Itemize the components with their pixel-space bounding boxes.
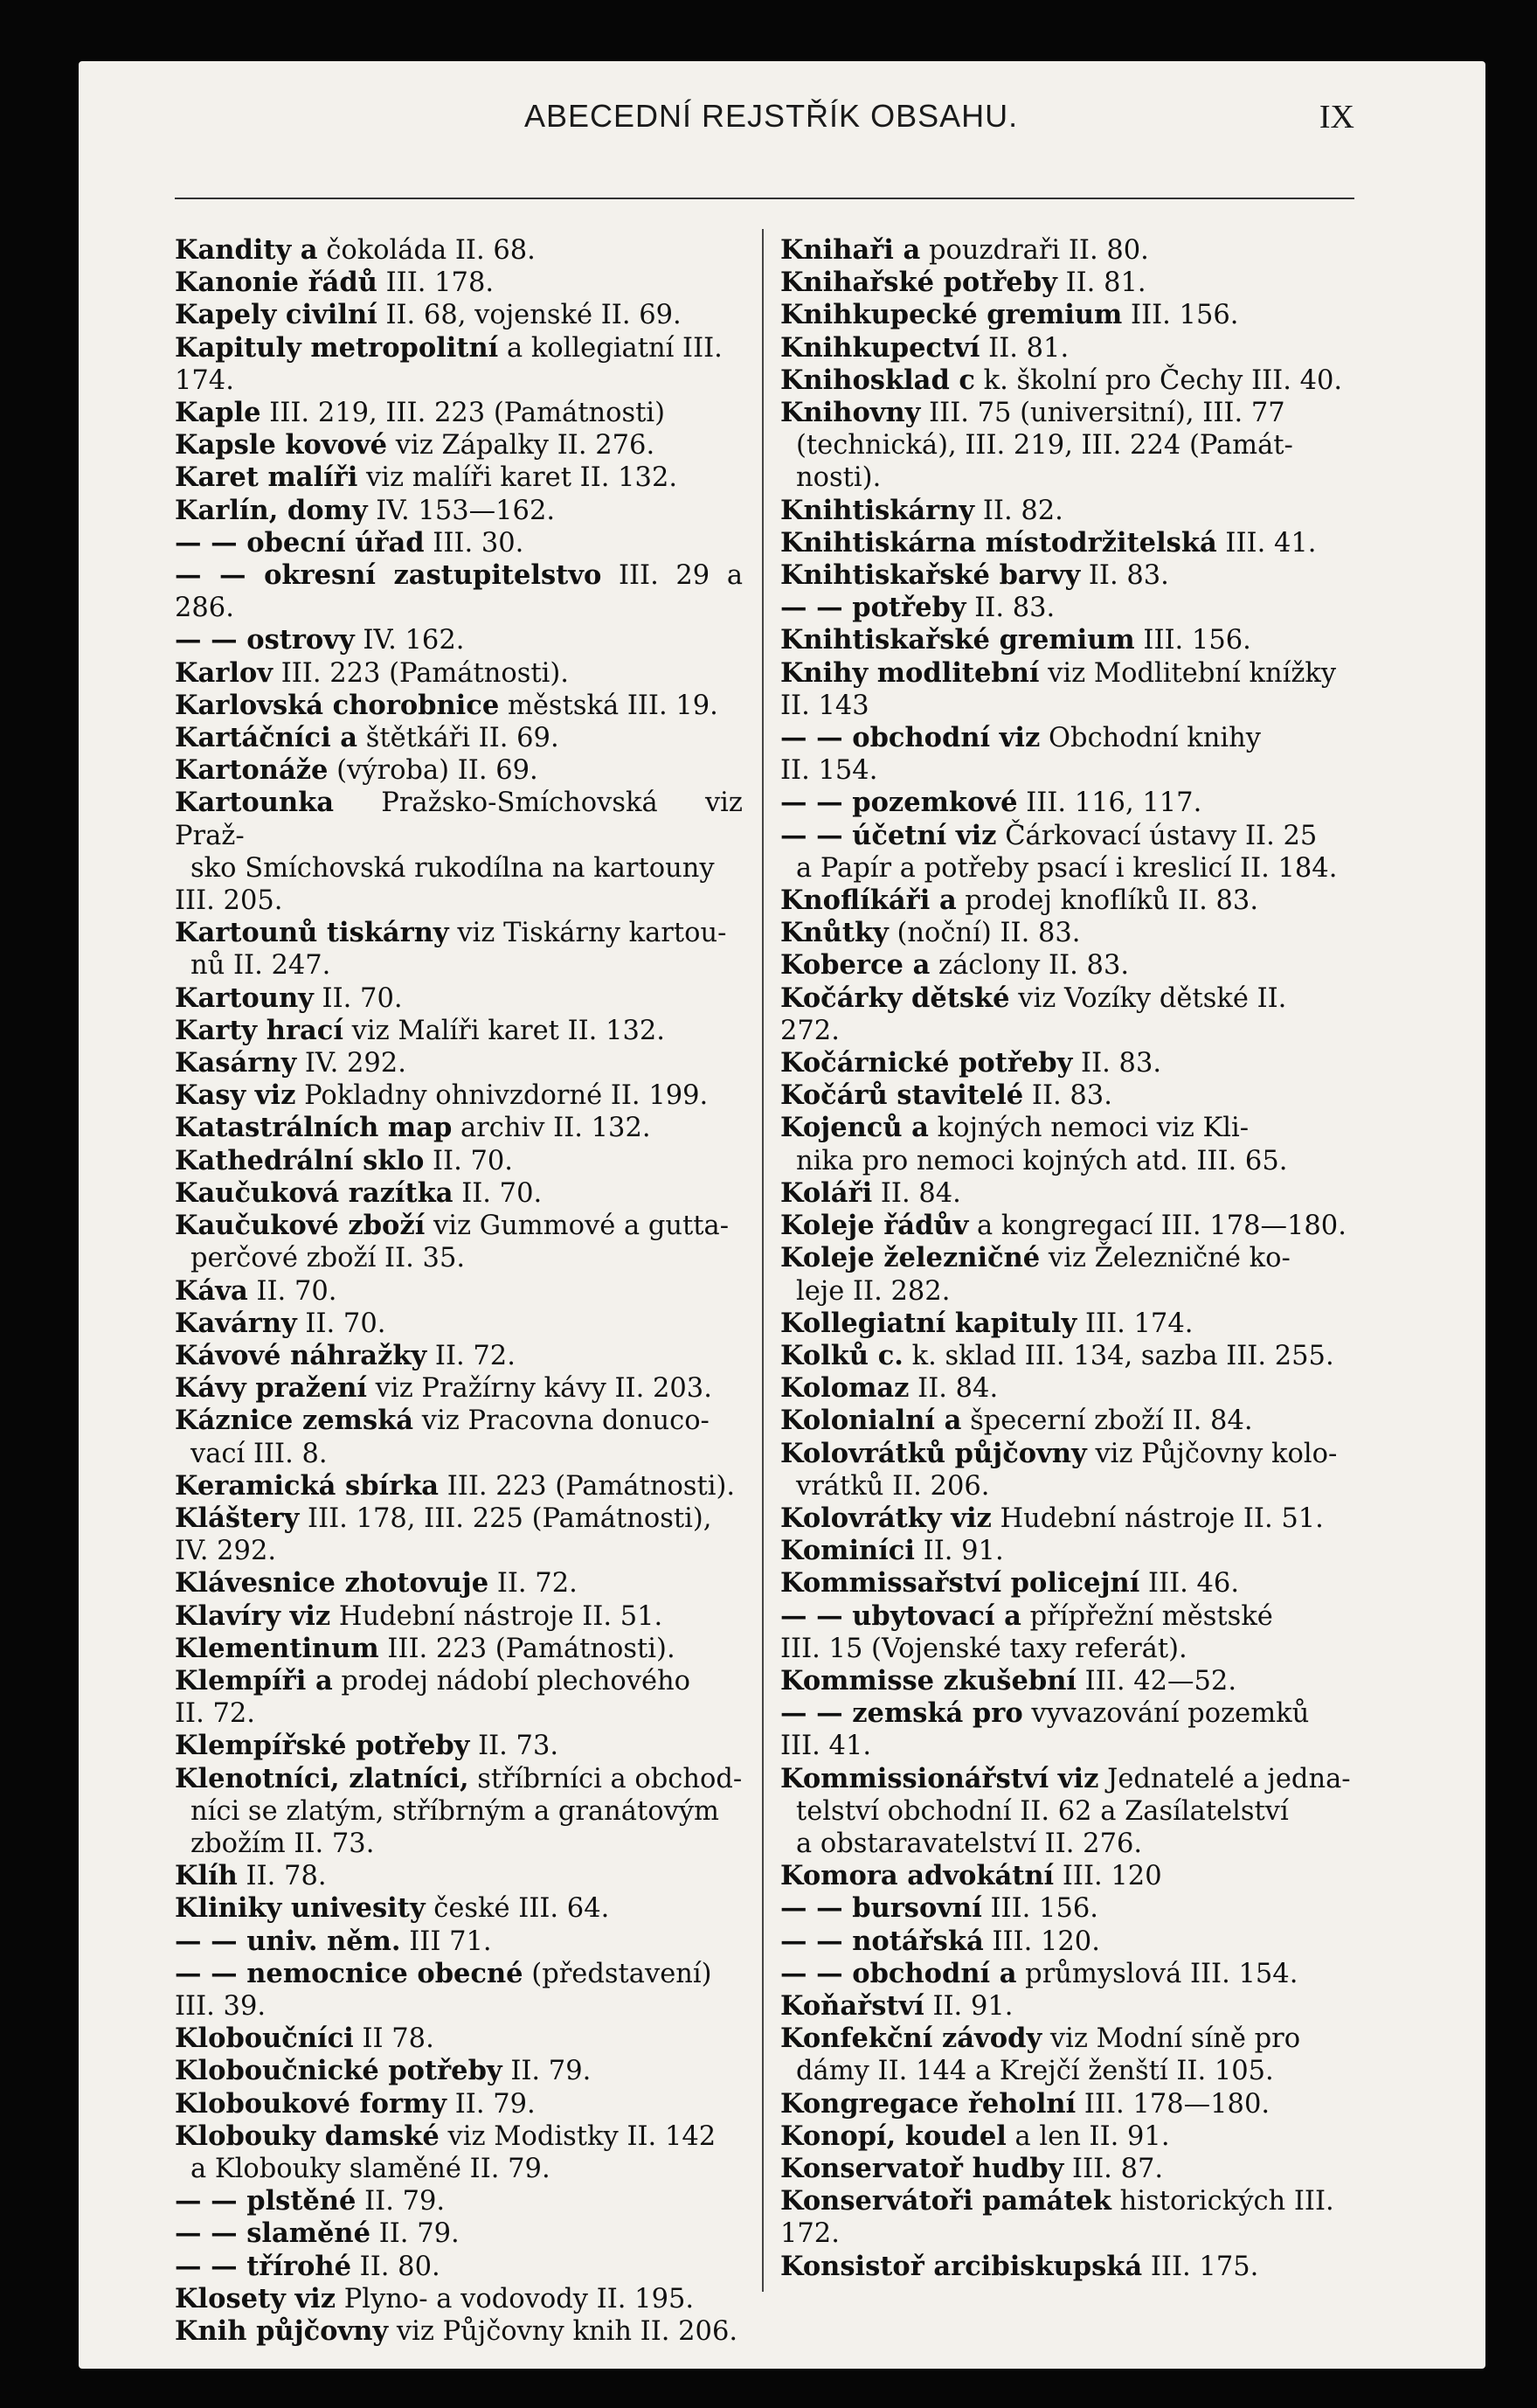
index-entry-line: III. 205. — [175, 885, 283, 917]
index-entry-line: telství obchodní II. 62 a Zasílatelství — [796, 1795, 1289, 1827]
column-divider — [762, 229, 764, 2292]
index-entry-line: Kanonie řádů III. 178. — [175, 267, 495, 299]
index-entry-line: Kartounka Pražsko-Smíchovská viz Praž- — [175, 787, 743, 851]
index-entry-line: Kočárky dětské viz Vozíky dětské II. — [780, 982, 1287, 1014]
index-entry-line: Konopí, koudel a len II. 91. — [780, 2120, 1170, 2152]
index-entry-line: Koláři II. 84. — [780, 1176, 961, 1209]
index-entry-line: (technická), III. 219, III. 224 (Památ- — [796, 430, 1293, 461]
index-entry-line: Kapsle kovové viz Zápalky II. 276. — [175, 429, 655, 461]
index-entry-line: Koberce a záclony II. 83. — [780, 949, 1130, 982]
index-entry-line: vrátků II. 206. — [796, 1470, 990, 1502]
index-entry-line: II. 72. — [175, 1698, 255, 1730]
index-entry-line: Klempířské potřeby II. 73. — [175, 1730, 559, 1762]
header-rule — [175, 198, 1354, 199]
index-entry-line: Klávesnice zhotovuje II. 72. — [175, 1567, 578, 1600]
index-entry-line: — — zemská pro vyvazování pozemků — [780, 1697, 1310, 1730]
index-entry-line: Kloboukové formy II. 79. — [175, 2087, 536, 2120]
index-entry-line: — — obecní úřad III. 30. — [175, 526, 524, 559]
index-entry-line: Kolonialní a špecerní zboží II. 84. — [780, 1405, 1253, 1437]
index-entry-line: — — plstěné II. 79. — [175, 2185, 446, 2217]
index-entry-line: nika pro nemoci kojných atd. III. 65. — [796, 1145, 1288, 1176]
index-entry-line: Kapely civilní II. 68, vojenské II. 69. — [175, 299, 682, 331]
index-entry-line: — — univ. něm. III 71. — [175, 1925, 492, 1957]
index-entry-line: a Papír a potřeby psací i kreslicí II. 184. — [796, 852, 1338, 884]
index-entry-line: — — obchodní a průmyslová III. 154. — [780, 1957, 1298, 1989]
index-entry-line: — — pozemkové III. 116, 117. — [780, 787, 1202, 819]
index-entry-line: Káznice zemská viz Pracovna donuco- — [175, 1405, 710, 1437]
index-entry-line: — — nemocnice obecné (představení) — [175, 1957, 712, 1989]
index-entry-line: 174. — [175, 364, 234, 396]
index-entry-line: Knihtiskařské gremium III. 156. — [780, 624, 1251, 656]
index-entry-line: Klementinum III. 223 (Památnosti). — [175, 1632, 675, 1664]
index-entry-line: Konservátoři památek historických III. — [780, 2185, 1334, 2217]
index-entry-line: II. 154. — [780, 755, 878, 787]
index-entry-line: — — potřeby II. 83. — [780, 592, 1056, 624]
index-entry-line: vací III. 8. — [190, 1438, 328, 1469]
index-entry-line: Knoflíkáři a prodej knoflíků II. 83. — [780, 885, 1259, 917]
index-entry-line: Komora advokátní III. 120 — [780, 1860, 1162, 1892]
index-entry-line: Knihtiskárny II. 82. — [780, 494, 1063, 526]
index-entry-line: Karty hrací viz Malíři karet II. 132. — [175, 1014, 665, 1046]
index-entry-line: Káva II. 70. — [175, 1274, 337, 1307]
index-entry-line: Knihkupecké gremium III. 156. — [780, 299, 1239, 331]
index-entry-line: III. 41. — [780, 1731, 872, 1762]
index-entry-line: Kasárny IV. 292. — [175, 1047, 406, 1079]
index-entry-line: Knůtky (noční) II. 83. — [780, 917, 1081, 949]
index-entry-line: Koňařství II. 91. — [780, 1989, 1014, 2022]
index-entry-line: Knihtiskárna místodržitelská III. 41. — [780, 526, 1317, 559]
index-entry-line: — — ubytovací a přípřežní městské — [780, 1600, 1273, 1632]
index-entry-line: Karlovská chorobnice městská III. 19. — [175, 689, 718, 721]
index-entry-line: — — okresní zastupitelstvo III. 29 a 286. — [175, 559, 743, 624]
index-entry-line: sko Smíchovská rukodílna na kartouny — [190, 852, 715, 884]
index-entry-line: leje II. 282. — [796, 1275, 951, 1307]
index-entry-line: Knihařské potřeby II. 81. — [780, 267, 1146, 299]
index-entry-line: Karlín, domy IV. 153—162. — [175, 494, 556, 526]
index-entry-line: Konservatoř hudby III. 87. — [780, 2152, 1164, 2184]
index-entry-line: III. 39. — [175, 1990, 267, 2022]
index-entry-line: Katastrálních map archiv II. 132. — [175, 1112, 651, 1144]
running-title: ABECEDNÍ REJSTŘÍK OBSAHU. — [524, 98, 1019, 134]
index-entry-line: Kollegiatní kapituly III. 174. — [780, 1307, 1194, 1339]
index-entry-line: II. 143 — [780, 690, 869, 721]
index-entry-line: Knihtiskařské barvy II. 83. — [780, 559, 1169, 592]
index-entry-line: Kláštery III. 178, III. 225 (Památnosti), — [175, 1502, 712, 1534]
page-number: IX — [1319, 99, 1354, 135]
index-entry-line: a Klobouky slaměné II. 79. — [190, 2153, 550, 2184]
index-entry-line: Kávové náhražky II. 72. — [175, 1339, 516, 1371]
index-entry-line: Kartonáže (výroba) II. 69. — [175, 754, 538, 787]
index-entry-line: perčové zboží II. 35. — [190, 1243, 466, 1274]
index-entry-line: Konsistoř arcibiskupská III. 175. — [780, 2250, 1259, 2282]
index-entry-line: — — ostrovy IV. 162. — [175, 624, 465, 656]
index-entry-line: Kliniky univesity české III. 64. — [175, 1892, 610, 1925]
index-entry-line: Kartounů tiskárny viz Tiskárny kartou- — [175, 917, 727, 949]
index-entry-line: Kolovrátky viz Hudební nástroje II. 51. — [780, 1502, 1324, 1534]
index-entry-line: nosti). — [796, 462, 882, 494]
index-entry-line: Kommissařství policejní III. 46. — [780, 1567, 1240, 1600]
index-column-right — [780, 234, 1357, 2283]
index-entry-line: Kolků c. k. sklad III. 134, sazba III. 255. — [780, 1339, 1334, 1371]
index-entry-line: — — slaměné II. 79. — [175, 2217, 460, 2250]
index-entry-line: — — notářská III. 120. — [780, 1925, 1100, 1957]
index-entry-line: Kočárnické potřeby II. 83. — [780, 1047, 1162, 1079]
index-entry-line: Kavárny II. 70. — [175, 1307, 386, 1339]
index-entry-line: Kloboučnické potřeby II. 79. — [175, 2055, 592, 2087]
index-entry-line: Kaučuková razítka II. 70. — [175, 1176, 543, 1209]
index-entry-line: Kolovrátků půjčovny viz Půjčovny kolo- — [780, 1437, 1338, 1469]
index-entry-line: Konfekční závody viz Modní síně pro — [780, 2023, 1301, 2055]
index-entry-line: Knihosklad c k. školní pro Čechy III. 40. — [780, 364, 1343, 396]
index-entry-line: Kominíci II. 91. — [780, 1535, 1004, 1567]
index-entry-line: Knih půjčovny viz Půjčovny knih II. 206. — [175, 2315, 738, 2347]
index-entry-line: Knihkupectví II. 81. — [780, 331, 1070, 364]
index-entry-line: — — účetní viz Čárkovací ústavy II. 25 — [780, 819, 1318, 851]
index-entry-line: Karlov III. 223 (Památnosti). — [175, 656, 569, 689]
index-entry-line: dámy II. 144 a Krejčí ženští II. 105. — [796, 2056, 1274, 2087]
index-entry-line: níci se zlatým, stříbrným a granátovým — [190, 1795, 719, 1827]
index-entry-line: Kartouny II. 70. — [175, 982, 403, 1014]
index-entry-line: — — bursovní III. 156. — [780, 1892, 1098, 1925]
index-entry-line: Kočárů stavitelé II. 83. — [780, 1079, 1112, 1112]
index-entry-line: IV. 292. — [175, 1536, 277, 1567]
index-entry-line: Kávy pražení viz Pražírny kávy II. 203. — [175, 1372, 712, 1405]
index-entry-line: Klíh II. 78. — [175, 1860, 327, 1892]
index-entry-line: Klenotníci, zlatníci, stříbrníci a obchod- — [175, 1762, 743, 1794]
index-entry-line: Kolomaz II. 84. — [780, 1372, 999, 1405]
index-entry-line: Kaple III. 219, III. 223 (Památnosti) — [175, 397, 666, 429]
index-entry-line: III. 15 (Vojenské taxy referát). — [780, 1633, 1187, 1664]
index-entry-line: Knihaři a pouzdraři II. 80. — [780, 234, 1149, 266]
index-entry-line: a obstaravatelství II. 276. — [796, 1828, 1143, 1859]
index-entry-line: Koleje řádův a kongregací III. 178—180. — [780, 1210, 1347, 1242]
index-entry-line: Kathedrální sklo II. 70. — [175, 1144, 513, 1176]
index-entry-line: Koleje železničné viz Železničné ko- — [780, 1242, 1291, 1274]
index-entry-line: Klavíry viz Hudební nástroje II. 51. — [175, 1600, 663, 1632]
index-entry-line: nů II. 247. — [190, 950, 331, 982]
index-entry-line: — — obchodní viz Obchodní knihy — [780, 722, 1262, 754]
index-entry-line: Karet malíři viz malíři karet II. 132. — [175, 461, 678, 494]
index-entry-line: Kongregace řeholní III. 178—180. — [780, 2087, 1270, 2120]
index-entry-line: Keramická sbírka III. 223 (Památnosti). — [175, 1469, 736, 1502]
index-entry-line: Kaučukové zboží viz Gummové a gutta- — [175, 1210, 729, 1242]
page-header — [183, 98, 1354, 150]
index-entry-line: Kapituly metropolitní a kollegiatní III. — [175, 331, 723, 364]
index-entry-line: Klosety viz Plyno- a vodovody II. 195. — [175, 2282, 695, 2314]
index-entry-line: — — třírohé II. 80. — [175, 2250, 440, 2282]
index-entry-line: 172. — [780, 2218, 840, 2250]
index-entry-line: Kloboučníci II 78. — [175, 2023, 434, 2055]
index-entry-line: Kasy viz Pokladny ohnivzdorné II. 199. — [175, 1079, 709, 1112]
index-entry-line: Knihovny III. 75 (universitní), III. 77 — [780, 397, 1285, 429]
index-entry-line: Knihy modlitební viz Modlitební knížky — [780, 656, 1337, 689]
index-entry-line: Kartáčníci a štětkáři II. 69. — [175, 722, 559, 754]
index-entry-line: Kommisse zkušební III. 42—52. — [780, 1664, 1237, 1697]
index-entry-line: Klobouky damské viz Modistky II. 142 — [175, 2120, 717, 2152]
index-entry-line: Kandity a čokoláda II. 68. — [175, 234, 536, 266]
index-entry-line: Kojenců a kojných nemoci viz Kli- — [780, 1112, 1250, 1144]
index-entry-line: Kommissionářství viz Jednatelé a jedna- — [780, 1762, 1351, 1794]
index-column-left — [175, 234, 743, 2348]
index-entry-line: Klempíři a prodej nádobí plechového — [175, 1664, 691, 1697]
index-entry-line: 272. — [780, 1015, 840, 1046]
index-entry-line: zbožím II. 73. — [190, 1828, 375, 1859]
